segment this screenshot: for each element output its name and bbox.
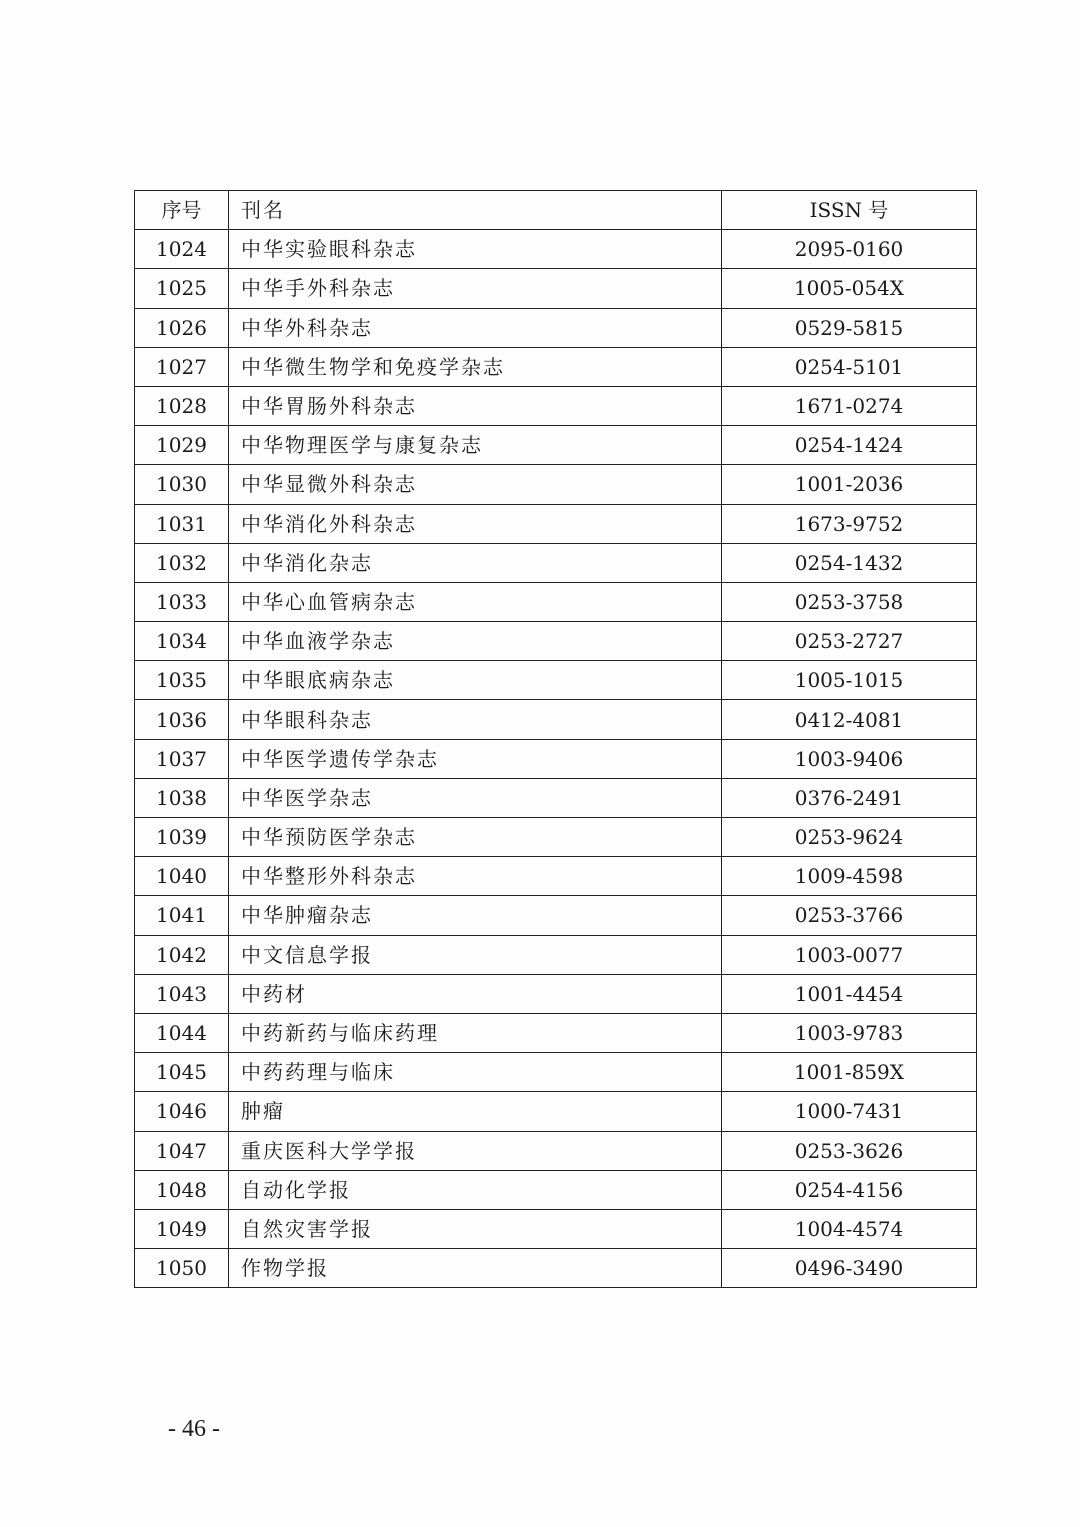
cell-issn: 0529-5815	[722, 308, 977, 347]
cell-issn: 1005-054X	[722, 269, 977, 308]
cell-journal-name: 中华医学杂志	[229, 778, 722, 817]
cell-serial-number: 1047	[135, 1131, 229, 1170]
cell-serial-number: 1042	[135, 935, 229, 974]
cell-serial-number: 1039	[135, 818, 229, 857]
header-issn: ISSN 号	[722, 191, 977, 230]
cell-journal-name: 中华肿瘤杂志	[229, 896, 722, 935]
cell-journal-name: 中华胃肠外科杂志	[229, 386, 722, 425]
cell-journal-name: 中华消化杂志	[229, 543, 722, 582]
cell-serial-number: 1037	[135, 739, 229, 778]
cell-journal-name: 中华医学遗传学杂志	[229, 739, 722, 778]
header-serial-number: 序号	[135, 191, 229, 230]
cell-issn: 1003-0077	[722, 935, 977, 974]
cell-journal-name: 中华实验眼科杂志	[229, 230, 722, 269]
cell-serial-number: 1028	[135, 386, 229, 425]
page-number: - 46 -	[168, 1416, 220, 1442]
cell-issn: 1004-4574	[722, 1209, 977, 1248]
cell-issn: 1003-9783	[722, 1013, 977, 1052]
cell-serial-number: 1027	[135, 347, 229, 386]
table-row	[135, 1170, 977, 1209]
cell-serial-number: 1045	[135, 1053, 229, 1092]
table-row	[135, 1131, 977, 1170]
table-row	[135, 465, 977, 504]
cell-issn: 0376-2491	[722, 778, 977, 817]
cell-issn: 0253-3766	[722, 896, 977, 935]
cell-journal-name: 中华外科杂志	[229, 308, 722, 347]
cell-issn: 1009-4598	[722, 857, 977, 896]
table-header	[135, 191, 977, 230]
cell-journal-name: 中华显微外科杂志	[229, 465, 722, 504]
table-row	[135, 347, 977, 386]
header-row	[135, 191, 977, 230]
table-row	[135, 661, 977, 700]
cell-journal-name: 自动化学报	[229, 1170, 722, 1209]
cell-issn: 0254-1432	[722, 543, 977, 582]
cell-serial-number: 1026	[135, 308, 229, 347]
cell-serial-number: 1032	[135, 543, 229, 582]
cell-journal-name: 自然灾害学报	[229, 1209, 722, 1248]
cell-journal-name: 中华手外科杂志	[229, 269, 722, 308]
table-row	[135, 504, 977, 543]
cell-issn: 0254-4156	[722, 1170, 977, 1209]
cell-serial-number: 1030	[135, 465, 229, 504]
cell-serial-number: 1050	[135, 1249, 229, 1288]
cell-serial-number: 1043	[135, 974, 229, 1013]
cell-journal-name: 中药药理与临床	[229, 1053, 722, 1092]
table-row	[135, 974, 977, 1013]
cell-issn: 0253-9624	[722, 818, 977, 857]
table-row	[135, 426, 977, 465]
cell-serial-number: 1031	[135, 504, 229, 543]
table-row	[135, 543, 977, 582]
cell-journal-name: 肿瘤	[229, 1092, 722, 1131]
cell-journal-name: 中文信息学报	[229, 935, 722, 974]
cell-issn: 0254-1424	[722, 426, 977, 465]
cell-journal-name: 中华微生物学和免疫学杂志	[229, 347, 722, 386]
cell-journal-name: 中华物理医学与康复杂志	[229, 426, 722, 465]
cell-serial-number: 1033	[135, 582, 229, 621]
cell-serial-number: 1046	[135, 1092, 229, 1131]
cell-serial-number: 1041	[135, 896, 229, 935]
cell-serial-number: 1038	[135, 778, 229, 817]
table-row	[135, 857, 977, 896]
table-row	[135, 818, 977, 857]
cell-issn: 0412-4081	[722, 700, 977, 739]
cell-serial-number: 1024	[135, 230, 229, 269]
cell-issn: 1001-859X	[722, 1053, 977, 1092]
cell-journal-name: 中华心血管病杂志	[229, 582, 722, 621]
cell-serial-number: 1035	[135, 661, 229, 700]
cell-issn: 1000-7431	[722, 1092, 977, 1131]
cell-journal-name: 中华预防医学杂志	[229, 818, 722, 857]
cell-journal-name: 中华消化外科杂志	[229, 504, 722, 543]
table-row	[135, 739, 977, 778]
cell-issn: 0254-5101	[722, 347, 977, 386]
table-row	[135, 386, 977, 425]
cell-issn: 0496-3490	[722, 1249, 977, 1288]
cell-issn: 1001-4454	[722, 974, 977, 1013]
table-row	[135, 622, 977, 661]
cell-journal-name: 重庆医科大学学报	[229, 1131, 722, 1170]
cell-journal-name: 中华血液学杂志	[229, 622, 722, 661]
cell-journal-name: 中华整形外科杂志	[229, 857, 722, 896]
cell-journal-name: 中华眼科杂志	[229, 700, 722, 739]
table-row	[135, 1092, 977, 1131]
cell-issn: 1671-0274	[722, 386, 977, 425]
journal-table	[134, 190, 977, 1288]
table-row	[135, 778, 977, 817]
cell-journal-name: 作物学报	[229, 1249, 722, 1288]
cell-serial-number: 1029	[135, 426, 229, 465]
cell-issn: 1005-1015	[722, 661, 977, 700]
cell-serial-number: 1034	[135, 622, 229, 661]
table-row	[135, 935, 977, 974]
table-row	[135, 896, 977, 935]
cell-issn: 0253-3626	[722, 1131, 977, 1170]
table-row	[135, 269, 977, 308]
table-row	[135, 1209, 977, 1248]
cell-serial-number: 1025	[135, 269, 229, 308]
cell-journal-name: 中药材	[229, 974, 722, 1013]
cell-issn: 0253-2727	[722, 622, 977, 661]
table-row	[135, 308, 977, 347]
cell-serial-number: 1040	[135, 857, 229, 896]
cell-serial-number: 1048	[135, 1170, 229, 1209]
cell-serial-number: 1049	[135, 1209, 229, 1248]
cell-journal-name: 中华眼底病杂志	[229, 661, 722, 700]
table-row	[135, 1013, 977, 1052]
cell-serial-number: 1036	[135, 700, 229, 739]
table-row	[135, 700, 977, 739]
cell-issn: 1673-9752	[722, 504, 977, 543]
cell-issn: 1001-2036	[722, 465, 977, 504]
cell-issn: 0253-3758	[722, 582, 977, 621]
cell-issn: 1003-9406	[722, 739, 977, 778]
header-journal-name: 刊名	[229, 191, 722, 230]
table-body	[135, 230, 977, 1288]
table-row	[135, 582, 977, 621]
cell-serial-number: 1044	[135, 1013, 229, 1052]
table-row	[135, 230, 977, 269]
table-row	[135, 1249, 977, 1288]
cell-issn: 2095-0160	[722, 230, 977, 269]
cell-journal-name: 中药新药与临床药理	[229, 1013, 722, 1052]
table-row	[135, 1053, 977, 1092]
